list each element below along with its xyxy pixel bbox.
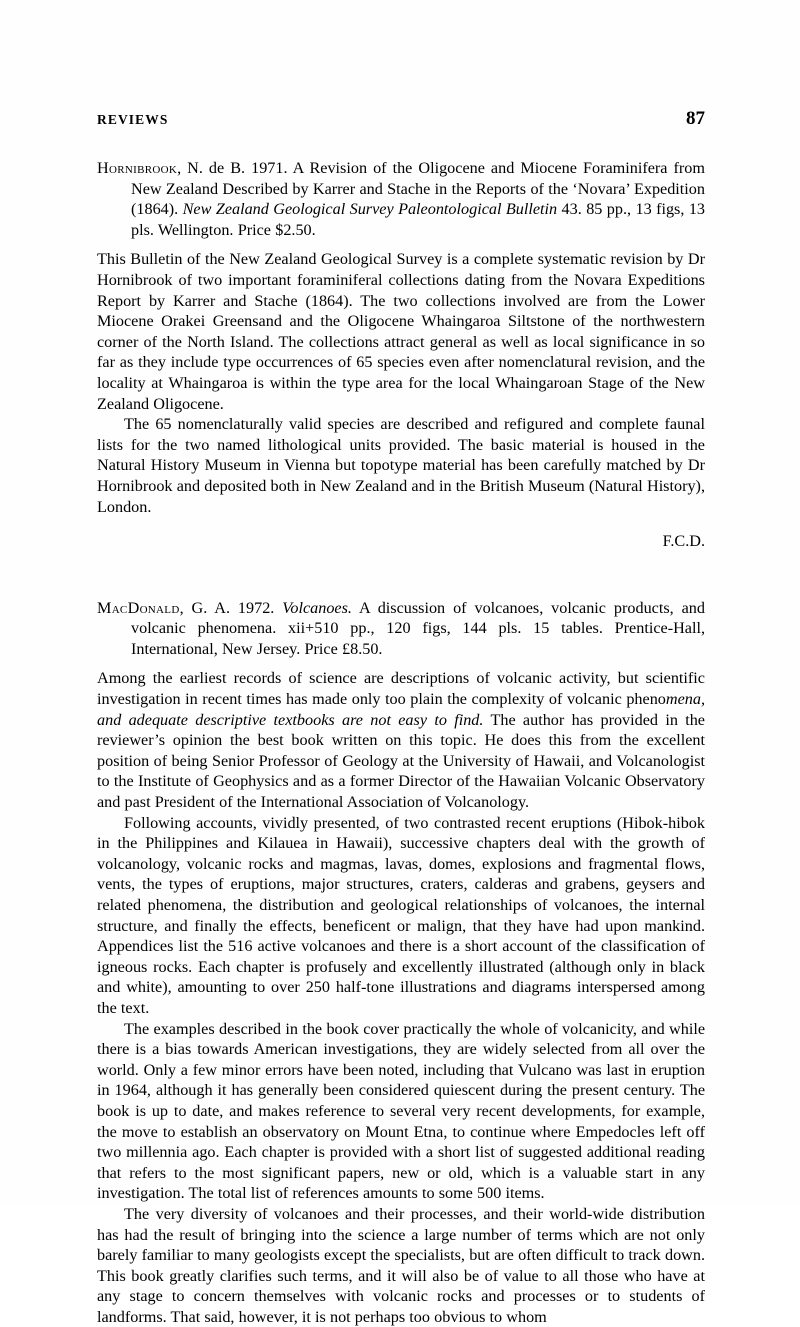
review-paragraph: Following accounts, vividly presented, of two contrasted recent eruptions (Hibok-hibok in the Philippines and Kilauea in Hawaii), successive chapters deal with the growth of volcanology, volcanic rocks and magmas, lavas, domes, explosions and fragmental flows, vents, the types of eruptions, major structures, craters, calderas and grabens, geysers and related phenomena, the distribution and geological relationships of volcanoes, the internal structure, and finally the effects, beneficent or malign, that they have had upon mankind. Appendices list the 516 active volcanoes and there is a short account of the classification of igneous rocks. Each chapter is profusely and excellently illustrated (although only in black and white), amounting to over 250 half-tone illustrations and diagrams interspersed among the text. [97,813,705,1017]
running-head [97,108,705,130]
citation-author: Hornibrook [97,159,178,177]
citation-macdonald [97,598,705,660]
citation-author: MacDonald [97,598,180,617]
paragraph-text-part1: Among the earliest records of science are descriptions of volcanic activity, but scientific investigation in recent times has made only too plain the complexity of volcanic pheno [97,669,705,709]
review-paragraph: The very diversity of volcanoes and their processes, and their world-wide distribution has had the result of bringing into the science a large number of terms which are not only barely familiar to many geologists except the specialists, but are often difficult to track down. This book greatly clarifies such terms, and it will also be of value to all those who have at any stage to concern themselves with volcanic rocks and processes or to students of landforms. That said, however, it is not perhaps too obvious to whom [97,1204,705,1326]
citation-text-after-title: A discussion of volcanoes, volcanic products, and volcanic phenomena. xii+510 pp., 120 figs, 144 pls. 15 tables. Prentice-Hall, International, New Jersey. Price £8.50. [131,598,705,658]
review-paragraph [97,668,705,812]
review-paragraph: This Bulletin of the New Zealand Geological Survey is a complete systematic revision by Dr Hornibrook of two important foraminiferal collections dating from the Novara Expeditions Report by Karrer and Stache (1864). The two collections involved are from the Lower Miocene Orakei Greensand and the Oligocene Whaingaroa Siltstone of the northwestern corner of the North Island. The collections attract general as well as local significance in so far as they include type occurrences of 65 species even after nomenclatural revision, and the locality at Whaingaroa is within the type area for the local Whaingaroan Stage of the New Zealand Oligocene. [97,250,705,413]
citation-italic-title: New Zealand Geological Survey Paleontological Bulletin [182,200,558,219]
page-content [97,108,705,1327]
paragraph-italic-run: mena, and adequate descriptive textbooks are not easy to find. [97,690,705,729]
citation-text-before-title: , N. de B. 1971. A Revision of the Oligocene and Miocene Foraminifera from New Zealand Described by Karrer and Stache in the Reports of the ‘Novara’ Expedition (1864). [131,159,705,219]
reviewer-initials: F.C.D. [662,532,705,551]
citation-italic-title: Volcanoes. [282,598,352,617]
citation-text-before-title: , G. A. 1972. [179,598,283,617]
citation-hornibrook [97,158,705,240]
review-paragraph: The examples described in the book cover practically the whole of volcanicity, and while there is a bias towards American investigations, they are widely selected from all over the world. Only a few minor errors have been noted, including that Vulcano was last in eruption in 1964, although it has generally been considered quiescent during the present century. The book is up to date, and makes reference to several very recent developments, for example, the move to establish an observatory on Mount Etna, to continue where Empedocles left off two millennia ago. Each chapter is provided with a short list of suggested additional reading that refers to the most significant papers, new or old, which is a valuable start in any investigation. The total list of references amounts to some 500 items. [97,1019,705,1203]
section-spacer [97,552,705,598]
citation-text-after-title: 43. 85 pp., 13 figs, 13 pls. Wellington. Price $2.50. [131,200,706,239]
page-number: 87 [686,108,705,129]
running-head-title: REVIEWS [97,112,169,127]
paragraph-text-part2: The author has provided in the reviewer’s opinion the best book written on this topic. He does this from the excellent position of being Senior Professor of Geology at the University of Hawaii, and Volcanologist to the Institute of Geophysics and as a former Director of the Hawaiian Volcanic Observatory and past President of the International Association of Volcanology. [97,710,705,812]
review-paragraph: The 65 nomenclaturally valid species are described and refigured and complete faunal lists for the two named lithological units provided. The basic material is housed in the Natural History Museum in Vienna but topotype material has been carefully matched by Dr Hornibrook and deposited both in New Zealand and in the British Museum (Natural History), London. [97,415,705,516]
